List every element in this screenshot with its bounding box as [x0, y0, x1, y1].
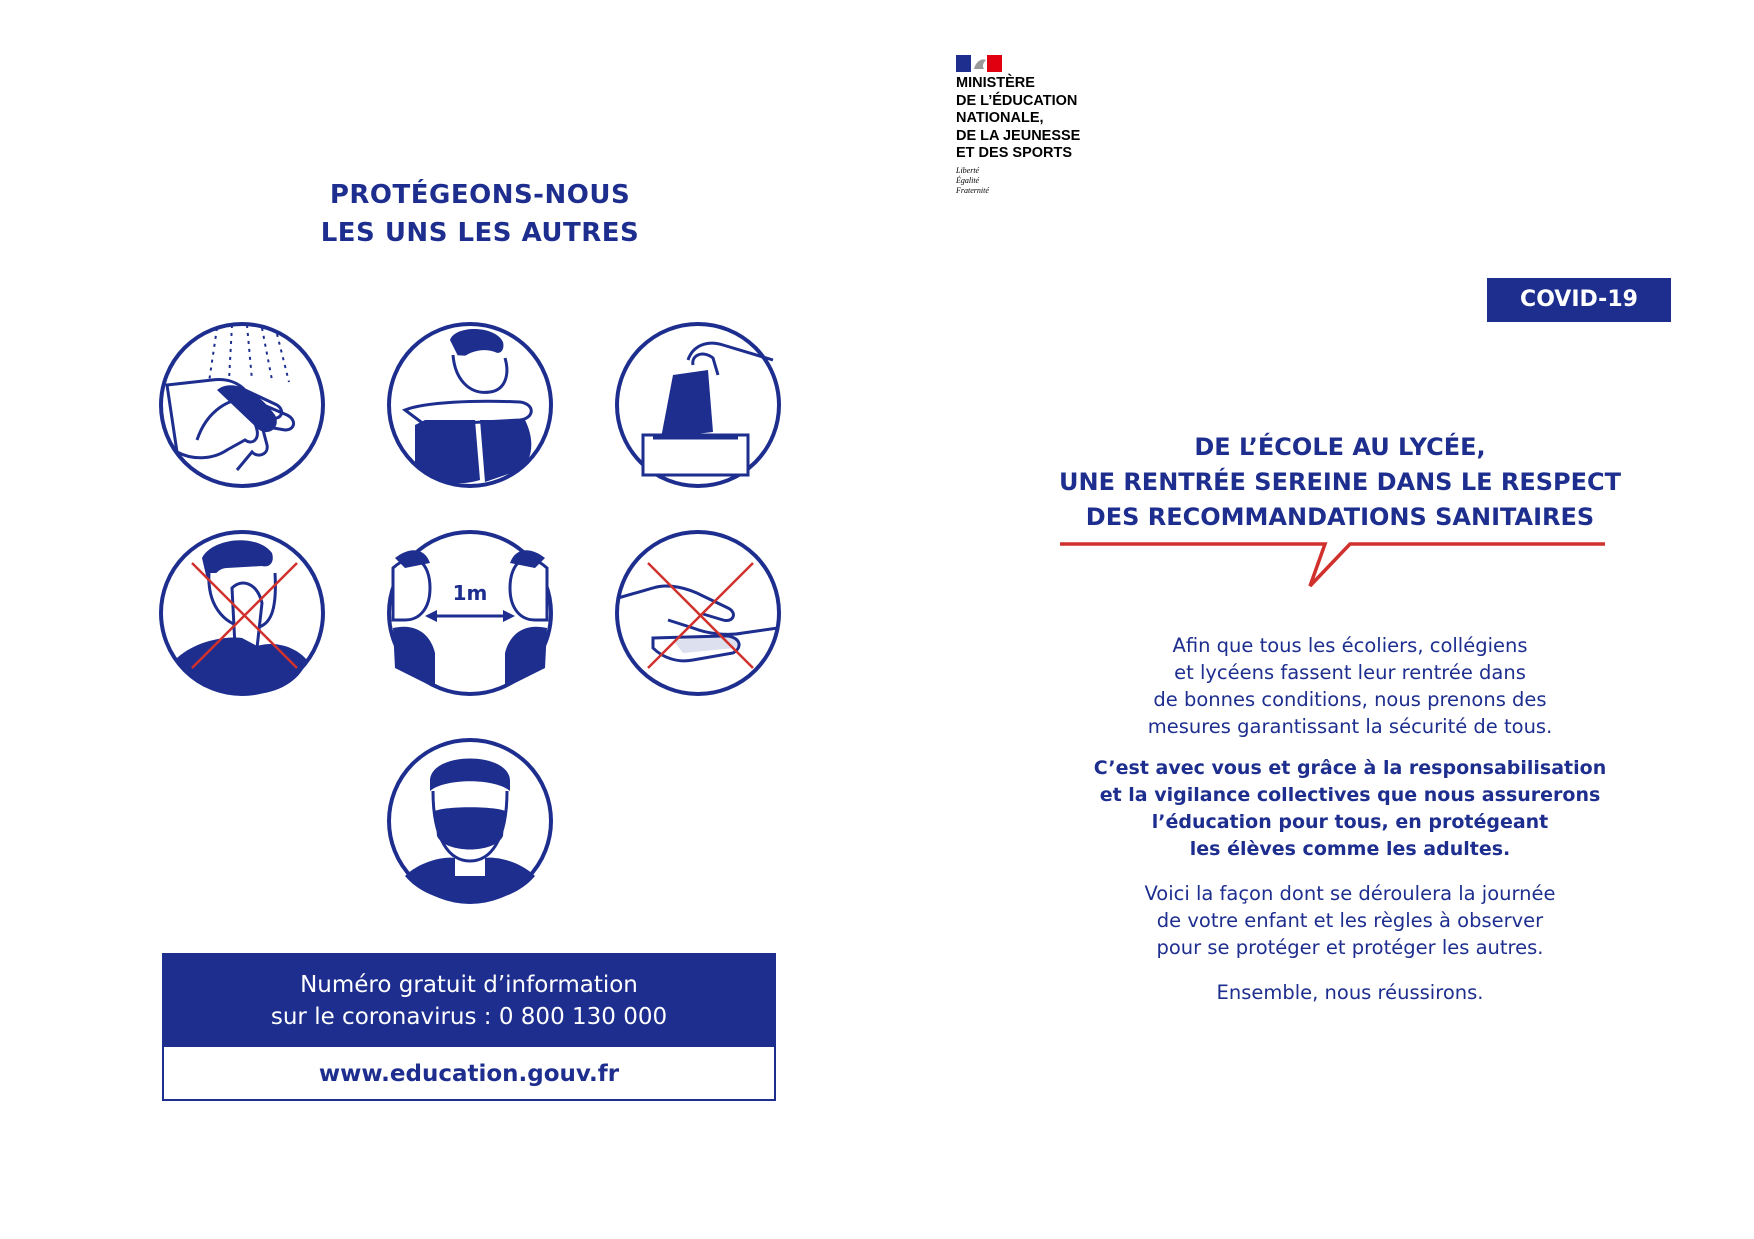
speech-bubble-underline	[1060, 540, 1620, 592]
intro-line-3: de bonnes conditions, nous prenons des	[1153, 688, 1547, 711]
ministry-line-3: NATIONALE,	[956, 110, 1044, 126]
intro-line-2: et lycéens fassent leur rentrée dans	[1174, 661, 1526, 684]
ministry-line-1: MINISTÈRE	[956, 75, 1035, 91]
ministry-line-5: ET DES SPORTS	[956, 145, 1073, 161]
hotline-line-2: sur le coronavirus : 0 800 130 000	[270, 1004, 668, 1030]
motto-line-2: Égalité	[956, 176, 980, 185]
hotline-line-1: Numéro gratuit d’information	[300, 972, 638, 998]
closing-line-1: Ensemble, nous réussirons.	[1216, 981, 1484, 1004]
no-face-touching-icon	[157, 528, 327, 698]
responsibility-line-4: les élèves comme les adultes.	[1189, 838, 1511, 860]
motto-line-1: Liberté	[956, 166, 980, 175]
closing-paragraph	[1050, 979, 1650, 1006]
day-description-paragraph	[1050, 880, 1650, 961]
day-line-2: de votre enfant et les règles à observer	[1156, 909, 1544, 932]
left-title-line-2: LES UNS LES AUTRES	[320, 218, 640, 248]
intro-paragraph	[1050, 632, 1650, 740]
intro-line-1: Afin que tous les écoliers, collégiens	[1172, 634, 1528, 657]
handwashing-icon	[157, 320, 327, 490]
right-title-line-3: DES RECOMMANDATIONS SANITAIRES	[1085, 503, 1595, 531]
responsibility-paragraph	[1050, 755, 1650, 863]
ministry-name	[956, 75, 1080, 163]
marianne-flag-icon	[956, 55, 1002, 72]
cough-elbow-icon	[385, 320, 555, 490]
left-title-line-1: PROTÉGEONS-NOUS	[329, 180, 631, 210]
responsibility-line-3: l’éducation pour tous, en protégeant	[1151, 811, 1549, 833]
responsibility-line-1: C’est avec vous et grâce à la responsabilisation	[1093, 757, 1607, 779]
ministry-line-2: DE L’ÉDUCATION	[956, 92, 1078, 109]
hotline-banner	[164, 955, 774, 1047]
ministry-line-4: DE LA JEUNESSE	[956, 127, 1081, 144]
website-link[interactable]: www.education.gouv.fr	[318, 1061, 620, 1087]
face-mask-icon	[385, 736, 555, 906]
right-title-line-1: DE L’ÉCOLE AU LYCÉE,	[1194, 433, 1486, 461]
info-box	[162, 953, 776, 1101]
left-title	[250, 176, 710, 252]
no-handshake-icon	[613, 528, 783, 698]
day-line-3: pour se protéger et protéger les autres.	[1156, 936, 1544, 959]
day-line-1: Voici la façon dont se déroulera la journée	[1144, 882, 1556, 905]
republic-motto	[956, 166, 989, 196]
distance-label: 1m	[452, 581, 488, 605]
covid-badge: COVID-19	[1487, 278, 1671, 322]
right-title-line-2: UNE RENTRÉE SEREINE DANS LE RESPECT	[1059, 468, 1621, 496]
distance-1m-icon	[385, 528, 555, 698]
tissue-bin-icon	[613, 320, 783, 490]
right-title	[1020, 430, 1660, 535]
motto-line-3: Fraternité	[956, 186, 989, 195]
responsibility-line-2: et la vigilance collectives que nous assurerons	[1099, 784, 1601, 806]
intro-line-4: mesures garantissant la sécurité de tous.	[1147, 715, 1553, 738]
